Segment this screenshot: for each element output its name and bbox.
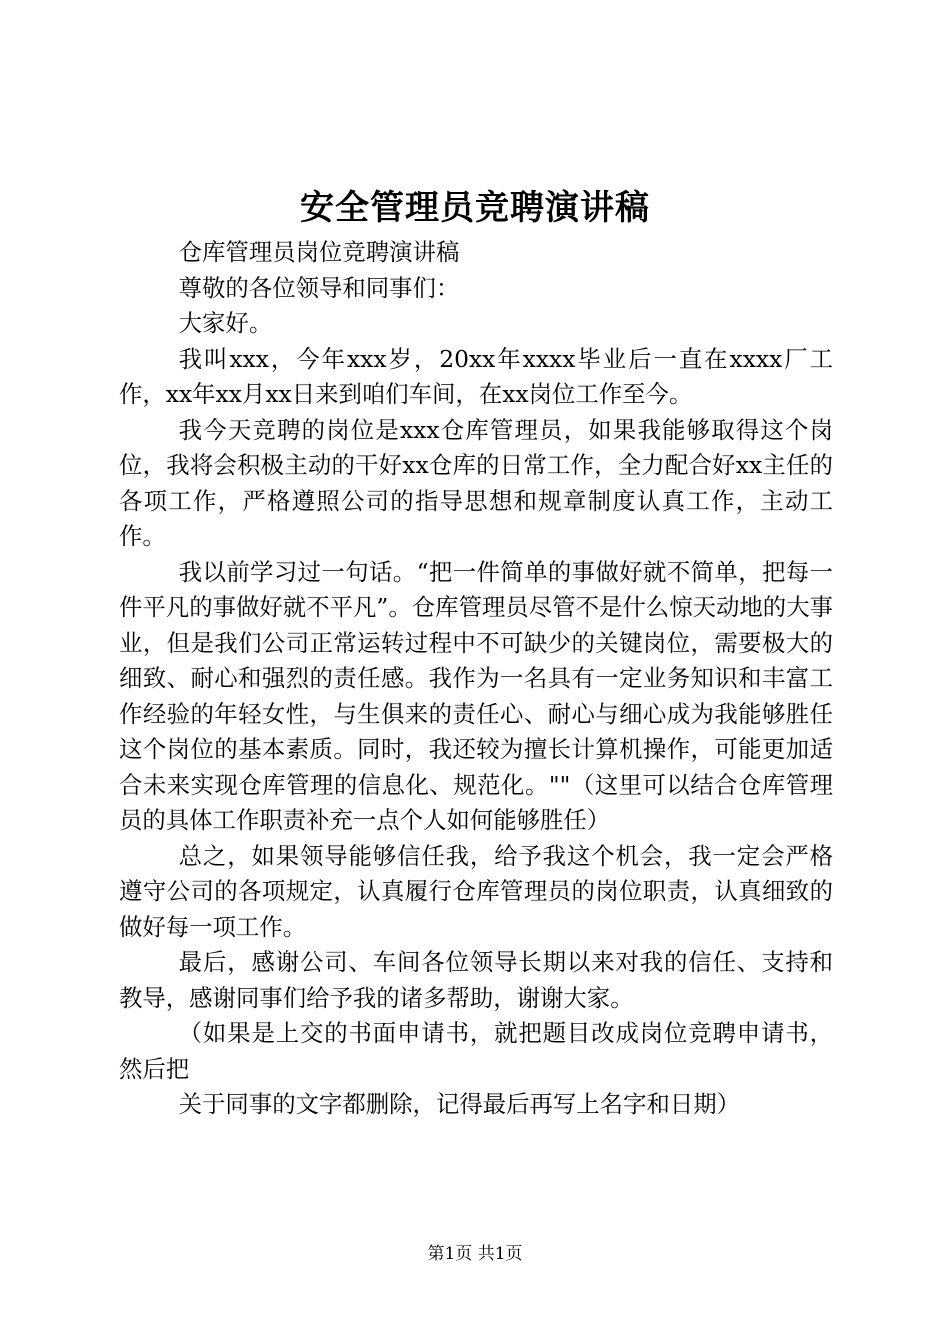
page-footer: 第1页 共1页 [427,1244,523,1264]
paragraph-introduction: 我叫xxx，今年xxx岁，20xx年xxxx毕业后一直在xxxx厂工作，xx年xx月xx日来到咱们车间，在xx岗位工作至今。 [119,344,833,408]
paragraph-note: （如果是上交的书面申请书，就把题目改成岗位竞聘申请书，然后把 [119,1019,833,1083]
document-title: 安全管理员竞聘演讲稿 [300,188,650,228]
document-body [119,235,833,1123]
paragraph-commitment: 总之，如果领导能够信任我，给予我这个机会，我一定会严格遵守公司的各项规定，认真履行仓库管理员的岗位职责，认真细致的做好每一项工作。 [119,841,833,941]
paragraph-qualifications: 我以前学习过一句话。“把一件简单的事做好就不简单，把每一件平凡的事做好就不平凡”。仓库管理员尽管不是什么惊天动地的大事业，但是我们公司正常运转过程中不可缺少的关键岗位，需要极大的细致、耐心和强烈的责任感。我作为一名具有一定业务知识和丰富工作经验的年轻女性，与生俱来的责任心、耐心与细心成为我能够胜任这个岗位的基本素质。同时，我还较为擅长计算机操作，可能更加适合未来实现仓库管理的信息化、规范化。""（这里可以结合仓库管理员的具体工作职责补充一点个人如何能够胜任） [119,557,833,834]
paragraph-greeting: 大家好。 [178,309,273,337]
paragraph-position: 我今天竞聘的岗位是xxx仓库管理员，如果我能够取得这个岗位，我将会积极主动的干好xx仓库的日常工作，全力配合好xx主任的各项工作，严格遵照公司的指导思想和规章制度认真工作，主动工作。 [119,415,833,550]
paragraph-thanks: 最后，感谢公司、车间各位领导长期以来对我的信任、支持和教导，感谢同事们给予我的诸多帮助，谢谢大家。 [119,948,833,1012]
paragraph-salutation: 尊敬的各位领导和同事们： [178,273,460,302]
paragraph-subtitle: 仓库管理员岗位竞聘演讲稿 [178,238,460,266]
paragraph-note-continued: 关于同事的文字都删除，记得最后再写上名字和日期） [178,1090,741,1118]
